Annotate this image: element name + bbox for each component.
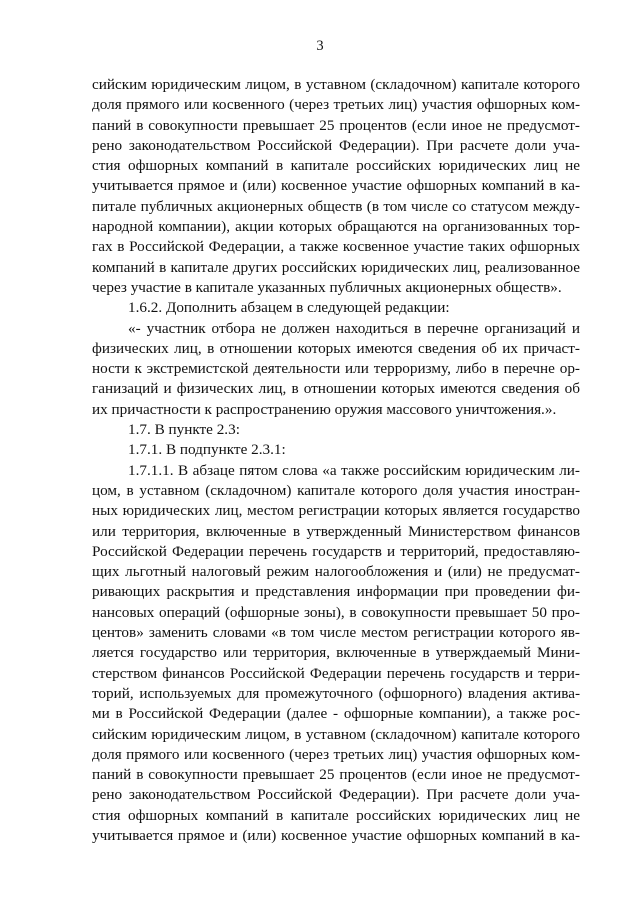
text-line: Российской Федерации перечень государств и территорий, предоставляю- xyxy=(92,542,580,560)
text-line: сийским юридическим лицом, в уставном (складочном) капитале которого xyxy=(92,76,580,93)
text-line: 1.7. В пункте 2.3: xyxy=(128,421,240,439)
text-line: 1.6.2. Дополнить абзацем в следующей редакции: xyxy=(128,299,450,317)
text-line: народной компании), акции которых обращаются на организованных тор- xyxy=(92,218,580,236)
text-line: цом, в уставном (складочном) капитале которого доля участия иностран- xyxy=(92,481,580,499)
text-line: ганизаций и физических лиц, в отношении которых имеются сведения об xyxy=(92,380,580,398)
text-line: их причастности к распространению оружия массового уничтожения.». xyxy=(92,400,557,418)
text-line: ных юридических лиц, местом регистрации которых является государство xyxy=(92,502,580,520)
text-line: паний в совокупности превышает 25 процентов (если иное не предусмот- xyxy=(92,766,580,784)
text-line: физических лиц, в отношении которых имеются сведения об их причаст- xyxy=(92,339,580,357)
text-line: «- участник отбора не должен находиться в перечне организаций и xyxy=(128,319,580,337)
text-line: доля прямого или косвенного (через третьих лиц) участия офшорных ком- xyxy=(92,745,580,763)
text-line: центов» заменить словами «в том числе местом регистрации которого яв- xyxy=(92,624,580,642)
text-line: гах в Российской Федерации, а также косвенное участие таких офшорных xyxy=(92,238,580,256)
document-body xyxy=(92,75,580,846)
text-line: компаний в капитале других российских юридических лиц, реализованное xyxy=(92,258,580,276)
text-line: или территория, включенные в утвержденный Министерством финансов xyxy=(92,522,580,540)
text-line: 1.7.1.1. В абзаце пятом слова «а также российским юридическим ли- xyxy=(128,461,580,479)
text-line: ности к экстремистской деятельности или терроризму, либо в перечне ор- xyxy=(92,360,580,378)
text-line: рено законодательством Российской Федерации). При расчете доли уча- xyxy=(92,786,580,804)
text-line: питале публичных акционерных обществ (в том числе со статусом между- xyxy=(92,197,580,215)
text-line: 1.7.1. В подпункте 2.3.1: xyxy=(128,441,286,459)
text-line: ляется государство или территория, включенные в утверждаемый Мини- xyxy=(92,644,580,662)
text-line: учитывается прямое и (или) косвенное участие офшорных компаний в ка- xyxy=(92,826,580,844)
text-line: нансовых операций (офшорные зоны), в совокупности превышает 50 про- xyxy=(92,603,580,621)
page-number: 3 xyxy=(316,38,324,54)
text-line: через участие в капитале указанных публичных акционерных обществ». xyxy=(92,278,562,296)
text-line: ривающих раскрытия и представления информации при проведении фи- xyxy=(92,583,580,601)
text-line: стерством финансов Российской Федерации перечень государств и терри- xyxy=(92,664,580,682)
text-line: стия офшорных компаний в капитале российских юридических лиц не xyxy=(92,157,580,175)
text-line: учитывается прямое и (или) косвенное участие офшорных компаний в ка- xyxy=(92,177,580,195)
text-line: сийским юридическим лицом, в уставном (складочном) капитале которого xyxy=(92,725,580,743)
text-line: торий, используемых для промежуточного (офшорного) владения актива- xyxy=(92,684,580,702)
text-line: ми в Российской Федерации (далее - офшорные компании), а также рос- xyxy=(92,705,580,723)
text-line: доля прямого или косвенного (через третьих лиц) участия офшорных ком- xyxy=(92,96,580,114)
text-line: рено законодательством Российской Федерации). При расчете доли уча- xyxy=(92,136,580,154)
text-line: стия офшорных компаний в капитале российских юридических лиц не xyxy=(92,806,580,824)
text-line: щих льготный налоговый режим налогообложения и (или) не предусмат- xyxy=(92,563,580,581)
text-line: паний в совокупности превышает 25 процентов (если иное не предусмот- xyxy=(92,116,580,134)
